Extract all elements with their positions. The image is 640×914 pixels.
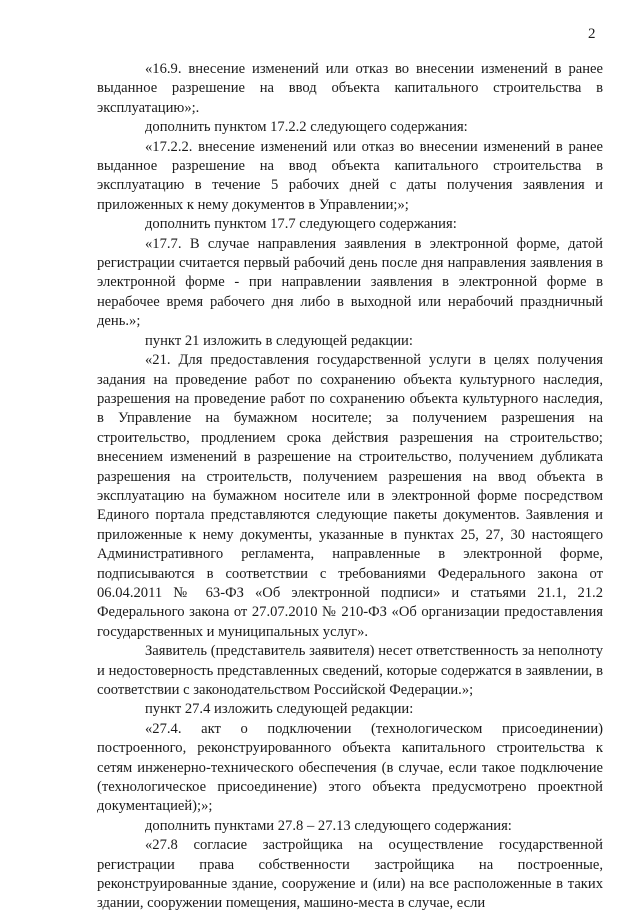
paragraph: дополнить пунктами 27.8 – 27.13 следующего содержания:: [145, 817, 512, 834]
paragraph: дополнить пунктом 17.7 следующего содержания:: [145, 216, 457, 233]
paragraph: «16.9. внесение изменений или отказ во внесении изменений в ранее выданное разрешение на ввод объекта капитального строительства в эксплуатацию»;.: [97, 61, 603, 116]
paragraph: дополнить пунктом 17.2.2 следующего содержания:: [145, 119, 468, 136]
paragraph: Заявитель (представитель заявителя) несет ответственность за неполноту и недостоверность представленных сведений, которые содержатся в заявлении, в соответствии с законодательством Российской Федерации.»;: [97, 643, 603, 698]
paragraph: «17.2.2. внесение изменений или отказ во внесении изменений в ранее выданное разрешение на ввод объекта капитального строительства в эксплуатацию в течение 5 рабочих дней с даты получения заявления и приложенных к нему документов в Управлении;»;: [97, 138, 603, 213]
paragraph: «21. Для предоставления государственной услуги в целях получения задания на проведение работ по сохранению объекта культурного наследия, разрешения на проведение работ по сохранению объекта культурного наследия, в Управление на бумажном носителе; за получением разрешения на строительство, продлением срока действия разрешения на строительство; внесением изменений в разрешение на строительство, получением дубликата разрешения на строительств, получением разрешения на ввод объекта в эксплуатацию на бумажном носителе или в электронной форме посредством Единого портала представляются следующие пакеты документов. Заявления и приложенные к нему документы, указанные в пунктах 25, 27, 30 настоящего Административного регламента, направленные в электронной форме, подписываются в соответствии с требованиями Федерального закона от 06.04.2011 № 63-ФЗ «Об электронной подписи» и статьями 21.1, 21.2 Федерального закона от 27.07.2010 № 210-ФЗ «Об организации предоставления государственных и муниципальных услуг».: [97, 352, 603, 640]
paragraph: «27.8 согласие застройщика на осуществление государственной регистрации права собственности застройщика на построенные, реконструированные здание, сооружение и (или) на все расположенные в таких здании, сооружении помещения, машино-места в случае, если: [97, 837, 603, 912]
document-body: [97, 60, 603, 914]
paragraph: пункт 21 изложить в следующей редакции:: [145, 332, 413, 349]
paragraph: пункт 27.4 изложить следующей редакции:: [145, 701, 414, 718]
page-number: 2: [588, 26, 596, 42]
paragraph: «17.7. В случае направления заявления в электронной форме, датой регистрации считается первый рабочий день после дня направления заявления в электронной форме - при направлении заявления в электронной форме в нерабочее время рабочего дня либо в выходной или нерабочий праздничный день.»;: [97, 235, 603, 330]
paragraph: «27.4. акт о подключении (технологическом присоединении) построенного, реконструированного объекта капитального строительства к сетям инженерно-технического обеспечения (в случае, если такое подключение (технологическое присоединение) этого объекта предусмотрено проектной документацией);»;: [97, 720, 603, 815]
